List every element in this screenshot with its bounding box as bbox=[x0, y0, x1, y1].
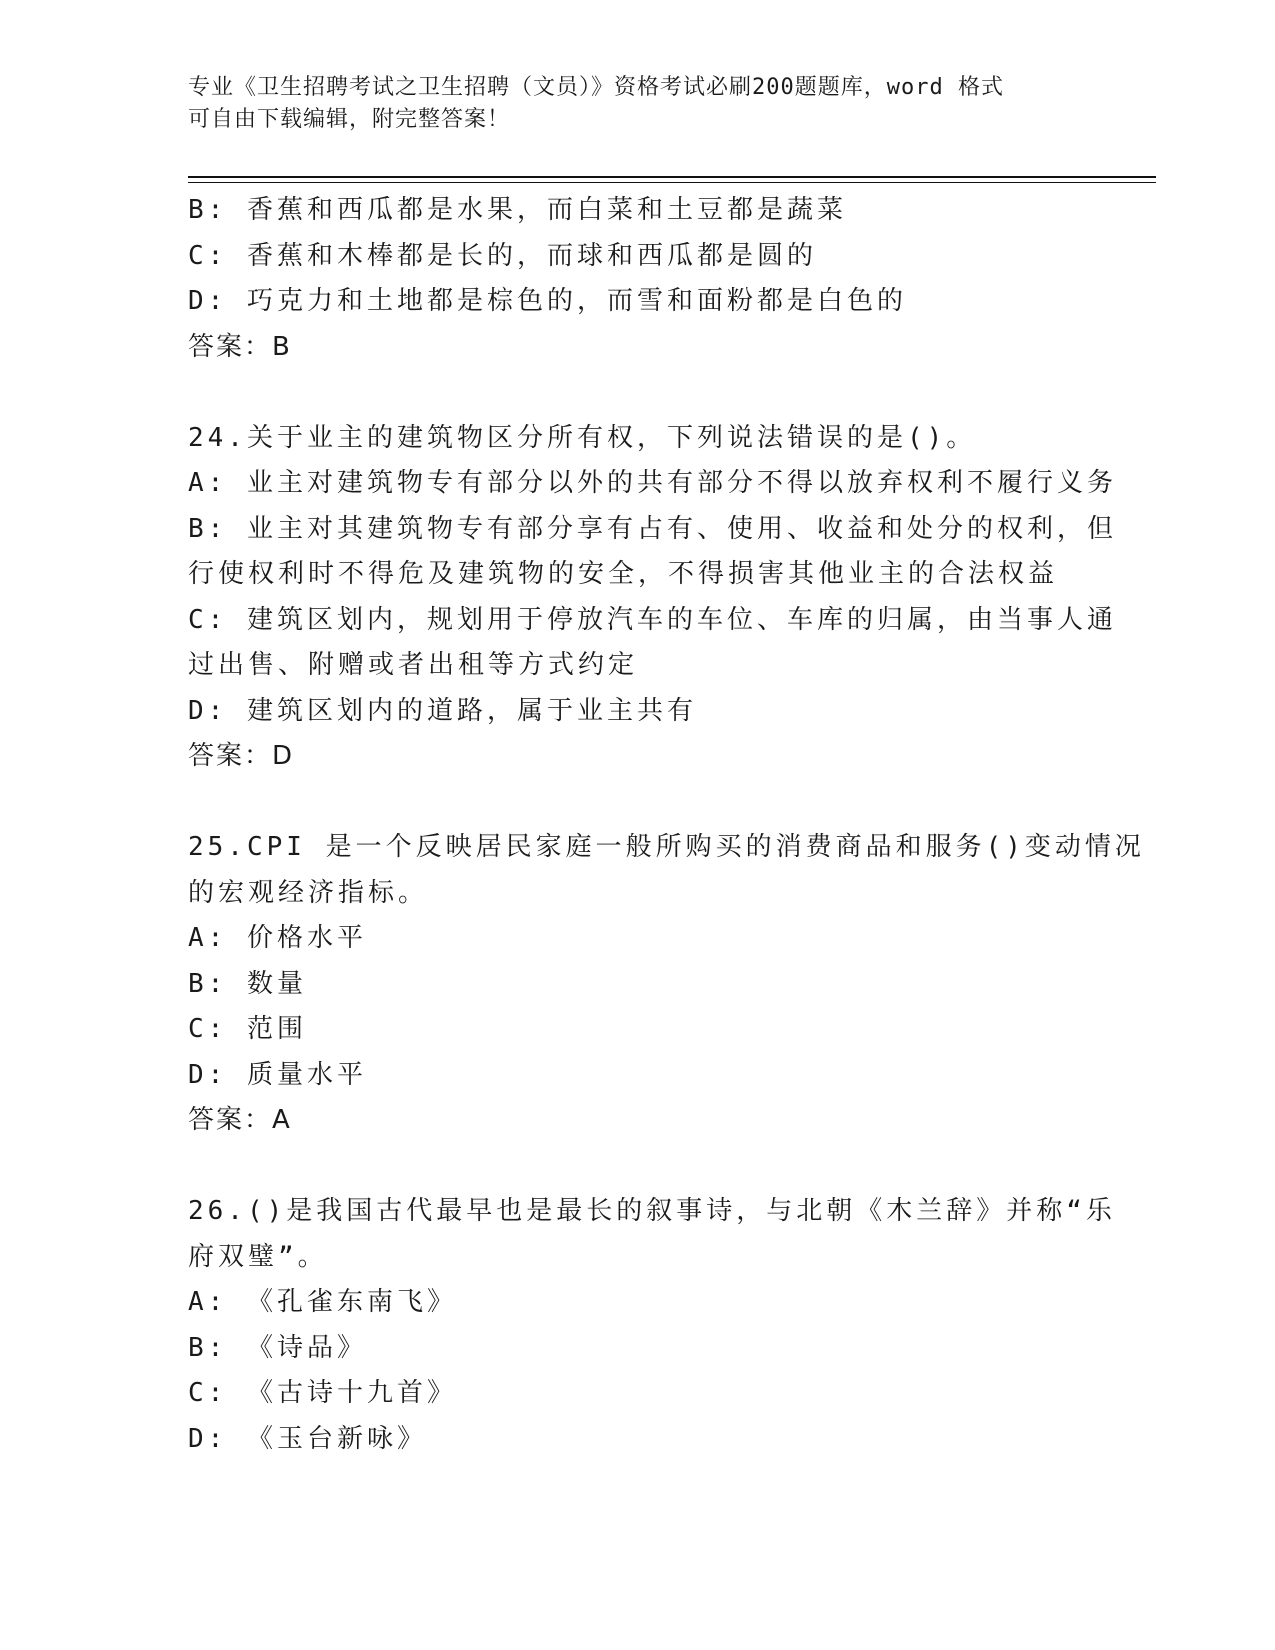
carryover-question bbox=[188, 188, 1088, 370]
header-line-1: 专业《卫生招聘考试之卫生招聘（文员）》资格考试必刷200题题库，word 格式 bbox=[188, 75, 1004, 100]
header-rule-thin bbox=[188, 182, 1156, 183]
option-line: C: 《古诗十九首》 bbox=[188, 1378, 457, 1408]
document-content bbox=[188, 188, 1145, 1462]
option-line: B: 《诗品》 bbox=[188, 1332, 367, 1363]
option-line: D: 《玉台新咏》 bbox=[188, 1423, 427, 1454]
question-stem: 26.()是我国古代最早也是最长的叙事诗，与北朝《木兰辞》并称“乐 bbox=[188, 1196, 1116, 1226]
option-line: C: 范围 bbox=[188, 1014, 307, 1044]
option-line: D: 质量水平 bbox=[188, 1059, 367, 1090]
question-stem: 府双璧”。 bbox=[188, 1241, 328, 1272]
option-line: B: 香蕉和西瓜都是水果，而白菜和土豆都是蔬菜 bbox=[188, 195, 847, 225]
option-line: A: 《孔雀东南飞》 bbox=[188, 1287, 457, 1317]
answer-line: 答案：B bbox=[188, 331, 292, 362]
option-line: B: 业主对其建筑物专有部分享有占有、使用、收益和处分的权利，但 bbox=[188, 513, 1117, 544]
option-line: A: 业主对建筑物专有部分以外的共有部分不得以放弃权利不履行义务 bbox=[188, 468, 1117, 498]
document-header bbox=[188, 72, 1068, 136]
option-line: 行使权利时不得危及建筑物的安全，不得损害其他业主的合法权益 bbox=[188, 559, 1059, 589]
header-rule-thick bbox=[188, 176, 1156, 178]
option-line: C: 香蕉和木棒都是长的，而球和西瓜都是圆的 bbox=[188, 240, 817, 271]
question-stem: 的宏观经济指标。 bbox=[188, 877, 429, 908]
option-line: A: 价格水平 bbox=[188, 923, 367, 953]
answer-line: 答案：A bbox=[188, 1105, 292, 1135]
option-line: C: 建筑区划内，规划用于停放汽车的车位、车库的归属，由当事人通 bbox=[188, 604, 1117, 635]
question-26 bbox=[188, 1189, 1116, 1462]
option-line: D: 建筑区划内的道路，属于业主共有 bbox=[188, 695, 697, 726]
spacer bbox=[188, 780, 1088, 826]
option-line: D: 巧克力和土地都是棕色的，而雪和面粉都是白色的 bbox=[188, 286, 907, 316]
spacer bbox=[188, 370, 1088, 416]
question-stem: 25.CPI 是一个反映居民家庭一般所购买的消费商品和服务()变动情况 bbox=[188, 832, 1145, 862]
question-25 bbox=[188, 825, 1145, 1144]
question-24 bbox=[188, 416, 1117, 780]
header-line-2: 可自由下载编辑，附完整答案！ bbox=[188, 107, 511, 132]
answer-line: 答案：D bbox=[188, 741, 295, 771]
option-line: 过出售、附赠或者出租等方式约定 bbox=[188, 650, 639, 680]
option-line: B: 数量 bbox=[188, 968, 307, 999]
spacer bbox=[188, 1144, 1088, 1190]
question-stem: 24.关于业主的建筑物区分所有权，下列说法错误的是()。 bbox=[188, 422, 977, 453]
